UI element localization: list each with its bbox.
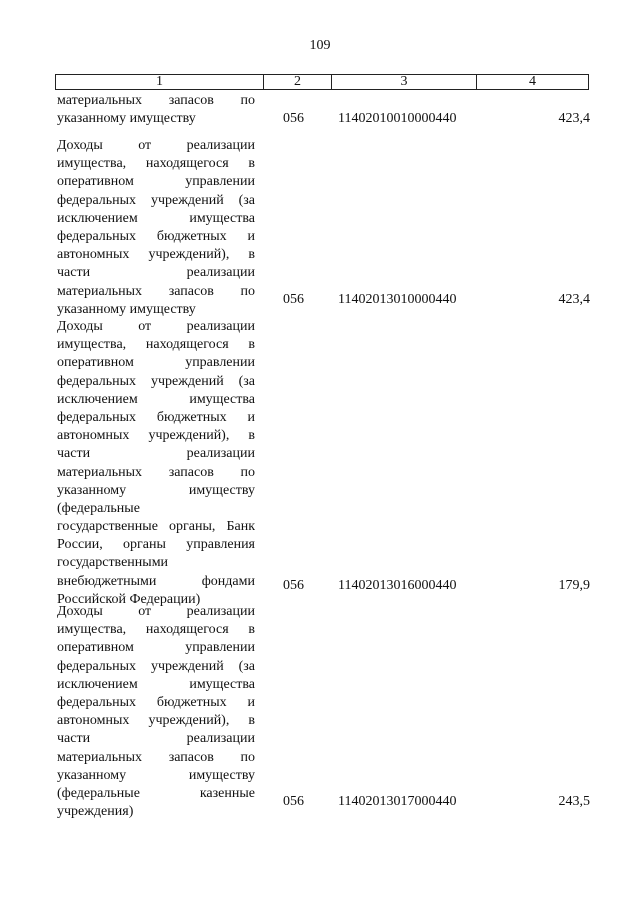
description-line: федеральных бюджетных и [57, 694, 255, 710]
description-line: материальных запасов по [57, 93, 255, 108]
description-line: федеральных учреждений (за [57, 192, 255, 208]
description-line: исключением имущества [57, 676, 255, 692]
table-row-code: 056 [283, 578, 304, 593]
header-col-4: 4 [529, 74, 536, 89]
table-row-sum: 179,9 [558, 578, 590, 593]
description-line: автономных учреждений), в [57, 713, 255, 729]
table-row-sum: 423,4 [558, 111, 590, 126]
table-row-sum: 423,4 [558, 292, 590, 307]
description-line: оперативном управлении [57, 355, 255, 371]
description-line: Доходы от реализации [57, 604, 255, 619]
description-line: исключением имущества [57, 391, 255, 407]
description-line: государственные органы, Банк [57, 519, 255, 535]
description-line: части реализации [57, 265, 255, 281]
description-line: Российской Федерации) [57, 591, 201, 607]
description-line: федеральных бюджетных и [57, 409, 255, 425]
description-line: Доходы от реализации [57, 319, 255, 334]
table-row-description [57, 603, 255, 821]
description-line: государственными [57, 555, 169, 571]
description-line: федеральных учреждений (за [57, 658, 255, 674]
description-line: оперативном управлении [57, 174, 255, 190]
table-row-kbk: 11402013016000440 [338, 578, 457, 593]
description-line: федеральных учреждений (за [57, 373, 255, 389]
description-line: материальных запасов по [57, 283, 255, 299]
description-line: материальных запасов по [57, 749, 255, 765]
table-row-code: 056 [283, 292, 304, 307]
description-line: федеральных бюджетных и [57, 228, 255, 244]
description-line: имущества, находящегося в [57, 337, 255, 353]
description-line: автономных учреждений), в [57, 428, 255, 444]
header-col-1: 1 [56, 75, 264, 89]
table-row-code: 056 [283, 794, 304, 809]
table-row-kbk: 11402013010000440 [338, 292, 457, 307]
description-line: части реализации [57, 446, 255, 462]
page-number: 109 [309, 38, 331, 53]
description-line: имущества, находящегося в [57, 156, 255, 172]
table-row-kbk: 11402010010000440 [338, 111, 457, 126]
description-line: указанному имуществу [57, 482, 255, 498]
description-line: автономных учреждений), в [57, 247, 255, 263]
description-line: материальных запасов по [57, 464, 255, 480]
table-row-code: 056 [283, 111, 304, 126]
description-line: части реализации [57, 731, 255, 747]
description-line: оперативном управлении [57, 640, 255, 656]
description-line: имущества, находящегося в [57, 622, 255, 638]
table-row-kbk: 11402013017000440 [338, 794, 457, 809]
description-line: России, органы управления [57, 537, 255, 553]
description-line: (федеральные казенные [57, 785, 255, 801]
description-line: учреждения) [57, 804, 134, 820]
header-col-3: 3 [332, 75, 477, 89]
table-row-description [57, 92, 255, 128]
description-line: (федеральные [57, 500, 140, 516]
table-row-description [57, 318, 255, 609]
description-line: исключением имущества [57, 210, 255, 226]
description-line: указанному имуществу [57, 767, 255, 783]
description-line: Доходы от реализации [57, 138, 255, 153]
description-line: внебюджетными фондами [57, 573, 255, 589]
table-header [55, 74, 589, 90]
description-line: указанному имуществу [57, 301, 196, 317]
header-col-2: 2 [264, 75, 332, 89]
description-line: указанному имуществу [57, 111, 196, 127]
table-row-sum: 243,5 [558, 794, 590, 809]
table-row-description [57, 137, 255, 319]
